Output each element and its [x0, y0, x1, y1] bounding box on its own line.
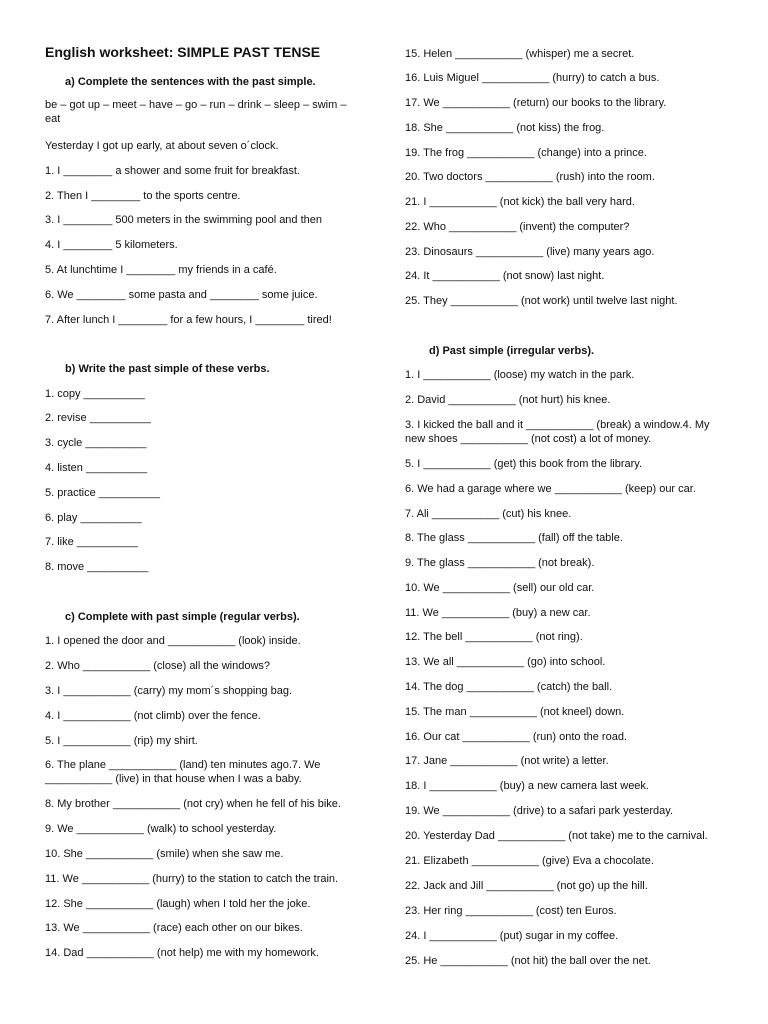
section-d-item: 11. We ___________ (buy) a new car.: [405, 607, 591, 619]
section-c-item: 5. I ___________ (rip) my shirt.: [45, 735, 198, 747]
section-c-item: 21. I ___________ (not kick) the ball very hard.: [405, 196, 635, 208]
section-d-item: 15. The man ___________ (not kneel) down.: [405, 706, 625, 718]
section-d-item: 9. The glass ___________ (not break).: [405, 557, 595, 569]
section-b-item: 2. revise __________: [45, 412, 151, 424]
section-d-item: 22. Jack and Jill ___________ (not go) up the hill.: [405, 880, 648, 892]
section-a-item: 4. I ________ 5 kilometers.: [45, 239, 178, 251]
section-b-item: 4. listen __________: [45, 462, 148, 474]
section-b-item: 5. practice __________: [45, 487, 160, 499]
section-d-item: 16. Our cat ___________ (run) onto the road.: [405, 731, 627, 743]
section-a-heading: a) Complete the sentences with the past simple.: [65, 76, 316, 88]
section-c-item: 2. Who ___________ (close) all the windows?: [45, 660, 271, 672]
section-c-item: 25. They ___________ (not work) until twelve last night.: [405, 295, 678, 307]
section-d-item: 3. I kicked the ball and it ___________ (break) a window.4. My new shoes ___________ (not cost) a lot of money.: [405, 419, 710, 445]
section-d-item: 24. I ___________ (put) sugar in my coffee.: [405, 930, 619, 942]
section-c-item: 23. Dinosaurs ___________ (live) many years ago.: [405, 246, 655, 258]
section-d-item: 18. I ___________ (buy) a new camera last week.: [405, 780, 649, 792]
section-c-item: 4. I ___________ (not climb) over the fence.: [45, 710, 261, 722]
section-d-item: 12. The bell ___________ (not ring).: [405, 631, 583, 643]
section-b-item: 3. cycle __________: [45, 437, 147, 449]
section-a-item: 5. At lunchtime I ________ my friends in a café.: [45, 264, 277, 276]
section-b-heading: b) Write the past simple of these verbs.: [65, 363, 270, 375]
section-d-item: 20. Yesterday Dad ___________ (not take) me to the carnival.: [405, 830, 708, 842]
section-c-item: 9. We ___________ (walk) to school yesterday.: [45, 823, 277, 835]
section-c-item: 15. Helen ___________ (whisper) me a secret.: [405, 48, 635, 60]
section-d-item: 23. Her ring ___________ (cost) ten Euros.: [405, 905, 617, 917]
section-d-heading: d) Past simple (irregular verbs).: [429, 345, 595, 357]
section-c-item: 6. The plane ___________ (land) ten minutes ago.7. We ___________ (live) in that house when I was a baby.: [45, 759, 321, 785]
section-d-item: 6. We had a garage where we ___________ (keep) our car.: [405, 483, 696, 495]
section-c-item: 16. Luis Miguel ___________ (hurry) to catch a bus.: [405, 72, 660, 84]
section-c-item: 10. She ___________ (smile) when she saw me.: [45, 848, 284, 860]
section-d-item: 19. We ___________ (drive) to a safari park yesterday.: [405, 805, 674, 817]
section-d-item: 14. The dog ___________ (catch) the ball.: [405, 681, 613, 693]
section-a-item: 6. We ________ some pasta and ________ some juice.: [45, 289, 318, 301]
section-a-item: 1. I ________ a shower and some fruit for breakfast.: [45, 165, 300, 177]
section-a-item: 3. I ________ 500 meters in the swimming pool and then: [45, 214, 323, 226]
section-c-item: 12. She ___________ (laugh) when I told her the joke.: [45, 898, 311, 910]
section-d-item: 21. Elizabeth ___________ (give) Eva a chocolate.: [405, 855, 654, 867]
section-c-item: 8. My brother ___________ (not cry) when he fell of his bike.: [45, 798, 341, 810]
section-c-item: 17. We ___________ (return) our books to the library.: [405, 97, 667, 109]
section-d-item: 1. I ___________ (loose) my watch in the park.: [405, 369, 635, 381]
section-c-item: 24. It ___________ (not snow) last night.: [405, 270, 605, 282]
section-d-item: 5. I ___________ (get) this book from the library.: [405, 458, 643, 470]
worksheet-title: English worksheet: SIMPLE PAST TENSE: [45, 44, 321, 60]
section-c-item: 1. I opened the door and ___________ (look) inside.: [45, 635, 301, 647]
section-b-item: 8. move __________: [45, 561, 149, 573]
section-b-item: 7. like __________: [45, 536, 138, 548]
section-c-item: 3. I ___________ (carry) my mom´s shopping bag.: [45, 685, 293, 697]
section-c-item: 14. Dad ___________ (not help) me with my homework.: [45, 947, 319, 959]
word-bank: be – got up – meet – have – go – run – drink – sleep – swim – eat: [45, 99, 347, 125]
section-c-item: 19. The frog ___________ (change) into a prince.: [405, 147, 647, 159]
section-d-item: 13. We all ___________ (go) into school.: [405, 656, 606, 668]
section-d-item: 7. Ali ___________ (cut) his knee.: [405, 508, 572, 520]
section-c-item: 18. She ___________ (not kiss) the frog.: [405, 122, 605, 134]
section-c-item: 22. Who ___________ (invent) the computer?: [405, 221, 630, 233]
section-b-item: 1. copy __________: [45, 388, 145, 400]
section-a-item: 2. Then I ________ to the sports centre.: [45, 190, 241, 202]
section-d-item: 25. He ___________ (not hit) the ball over the net.: [405, 955, 651, 967]
section-d-item: 8. The glass ___________ (fall) off the table.: [405, 532, 623, 544]
section-a-item: 7. After lunch I ________ for a few hours, I ________ tired!: [45, 314, 332, 326]
section-d-item: 2. David ___________ (not hurt) his knee.: [405, 394, 611, 406]
section-c-item: 13. We ___________ (race) each other on our bikes.: [45, 922, 303, 934]
section-c-item: 20. Two doctors ___________ (rush) into the room.: [405, 171, 655, 183]
section-b-item: 6. play __________: [45, 512, 142, 524]
section-c-item: 11. We ___________ (hurry) to the station to catch the train.: [45, 873, 339, 885]
section-a-intro: Yesterday I got up early, at about seven o´clock.: [45, 140, 279, 152]
section-d-item: 10. We ___________ (sell) our old car.: [405, 582, 595, 594]
section-d-item: 17. Jane ___________ (not write) a letter.: [405, 755, 609, 767]
section-c-heading: c) Complete with past simple (regular verbs).: [65, 611, 300, 623]
